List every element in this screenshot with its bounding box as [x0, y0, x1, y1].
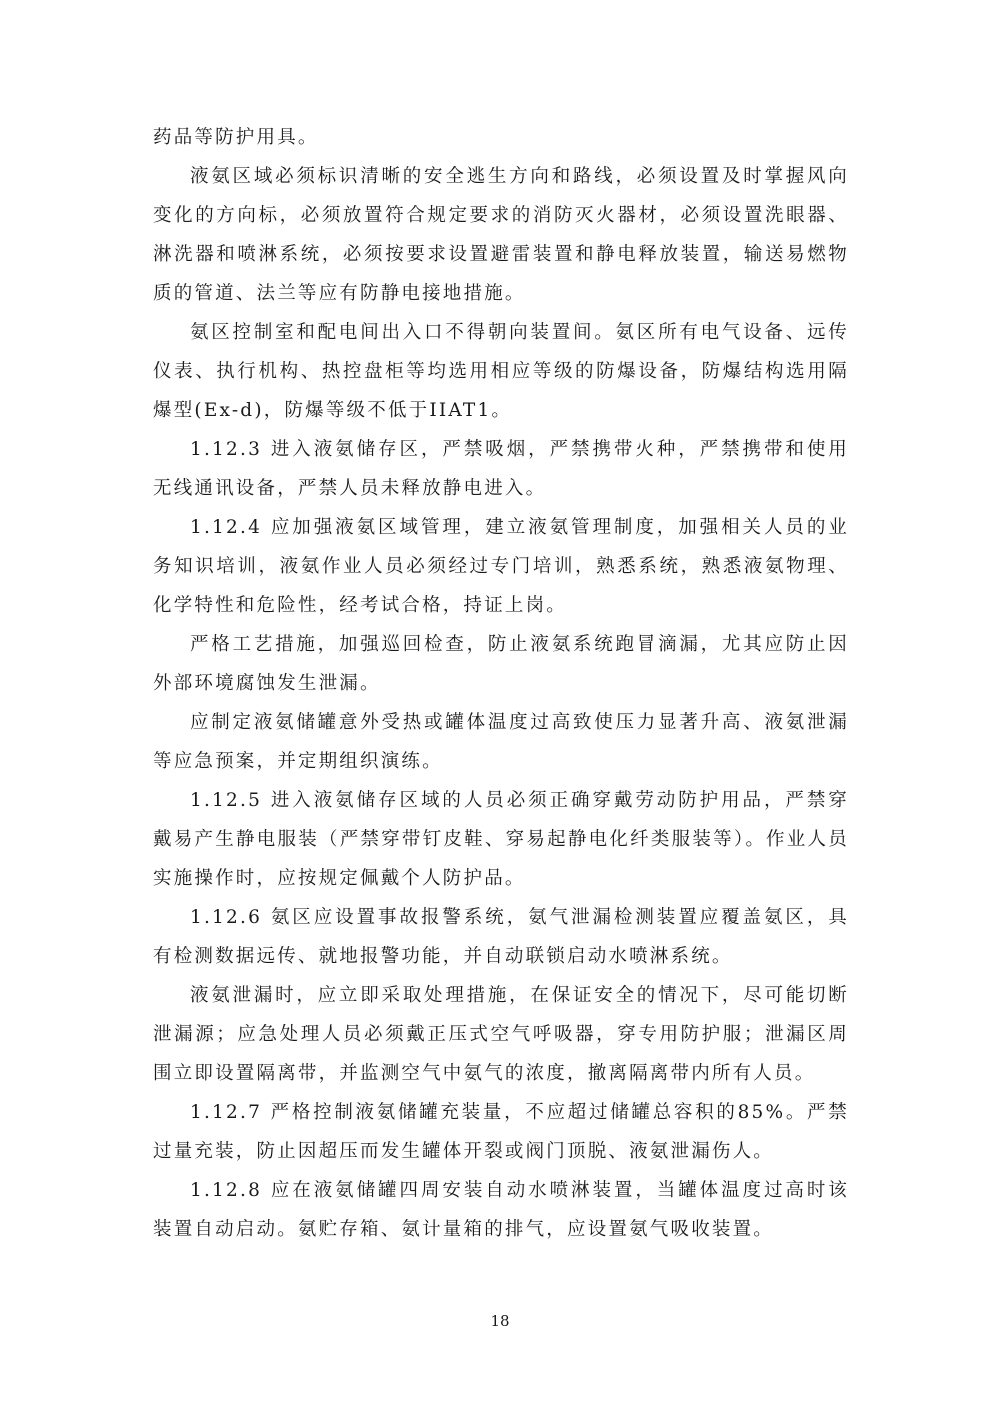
paragraph-escape-routes: 液氨区域必须标识清晰的安全逃生方向和路线，必须设置及时掌握风向变化的方向标，必须放置符合规定要求的消防灭火器材，必须设置洗眼器、淋洗器和喷淋系统，必须按要求设置避雷装置和静电释放装置，输送易燃物质的管道、法兰等应有防静电接地措施。	[153, 166, 849, 304]
paragraph-1-12-8: 1.12.8 应在液氨储罐四周安装自动水喷淋装置，当罐体温度过高时该装置自动启动。氨贮存箱、氨计量箱的排气，应设置氨气吸收装置。	[153, 1180, 849, 1240]
paragraph-1-12-7: 1.12.7 严格控制液氨储罐充装量，不应超过储罐总容积的85%。严禁过量充装，防止因超压而发生罐体开裂或阀门顶脱、液氨泄漏伤人。	[153, 1102, 849, 1162]
paragraph-continuation: 药品等防护用具。	[153, 127, 319, 148]
paragraph-emergency-plan: 应制定液氨储罐意外受热或罐体温度过高致使压力显著升高、液氨泄漏等应急预案，并定期组织演练。	[153, 712, 849, 772]
paragraph-1-12-5: 1.12.5 进入液氨储存区域的人员必须正确穿戴劳动防护用品，严禁穿戴易产生静电服装（严禁穿带钉皮鞋、穿易起静电化纤类服装等）。作业人员实施操作时，应按规定佩戴个人防护品。	[153, 790, 849, 889]
paragraph-1-12-3: 1.12.3 进入液氨储存区，严禁吸烟，严禁携带火种，严禁携带和使用无线通讯设备，严禁人员未释放静电进入。	[153, 439, 849, 499]
paragraph-1-12-6: 1.12.6 氨区应设置事故报警系统，氨气泄漏检测装置应覆盖氨区，具有检测数据远传、就地报警功能，并自动联锁启动水喷淋系统。	[153, 907, 849, 967]
paragraph-process-measures: 严格工艺措施，加强巡回检查，防止液氨系统跑冒滴漏，尤其应防止因外部环境腐蚀发生泄漏。	[153, 634, 849, 694]
page-number: 18	[490, 1312, 510, 1330]
body-text	[153, 118, 849, 1249]
paragraph-1-12-4: 1.12.4 应加强液氨区域管理，建立液氨管理制度，加强相关人员的业务知识培训，液氨作业人员必须经过专门培训，熟悉系统，熟悉液氨物理、化学特性和危险性，经考试合格，持证上岗。	[153, 517, 849, 616]
paragraph-leak-response: 液氨泄漏时，应立即采取处理措施，在保证安全的情况下，尽可能切断泄漏源；应急处理人员必须戴正压式空气呼吸器，穿专用防护服；泄漏区周围立即设置隔离带，并监测空气中氨气的浓度，撤离隔离带内所有人员。	[153, 985, 849, 1084]
paragraph-explosion-proof: 氨区控制室和配电间出入口不得朝向装置间。氨区所有电气设备、远传仪表、执行机构、热控盘柜等均选用相应等级的防爆设备，防爆结构选用隔爆型(Ex-d)，防爆等级不低于IIAT1。	[153, 322, 849, 421]
